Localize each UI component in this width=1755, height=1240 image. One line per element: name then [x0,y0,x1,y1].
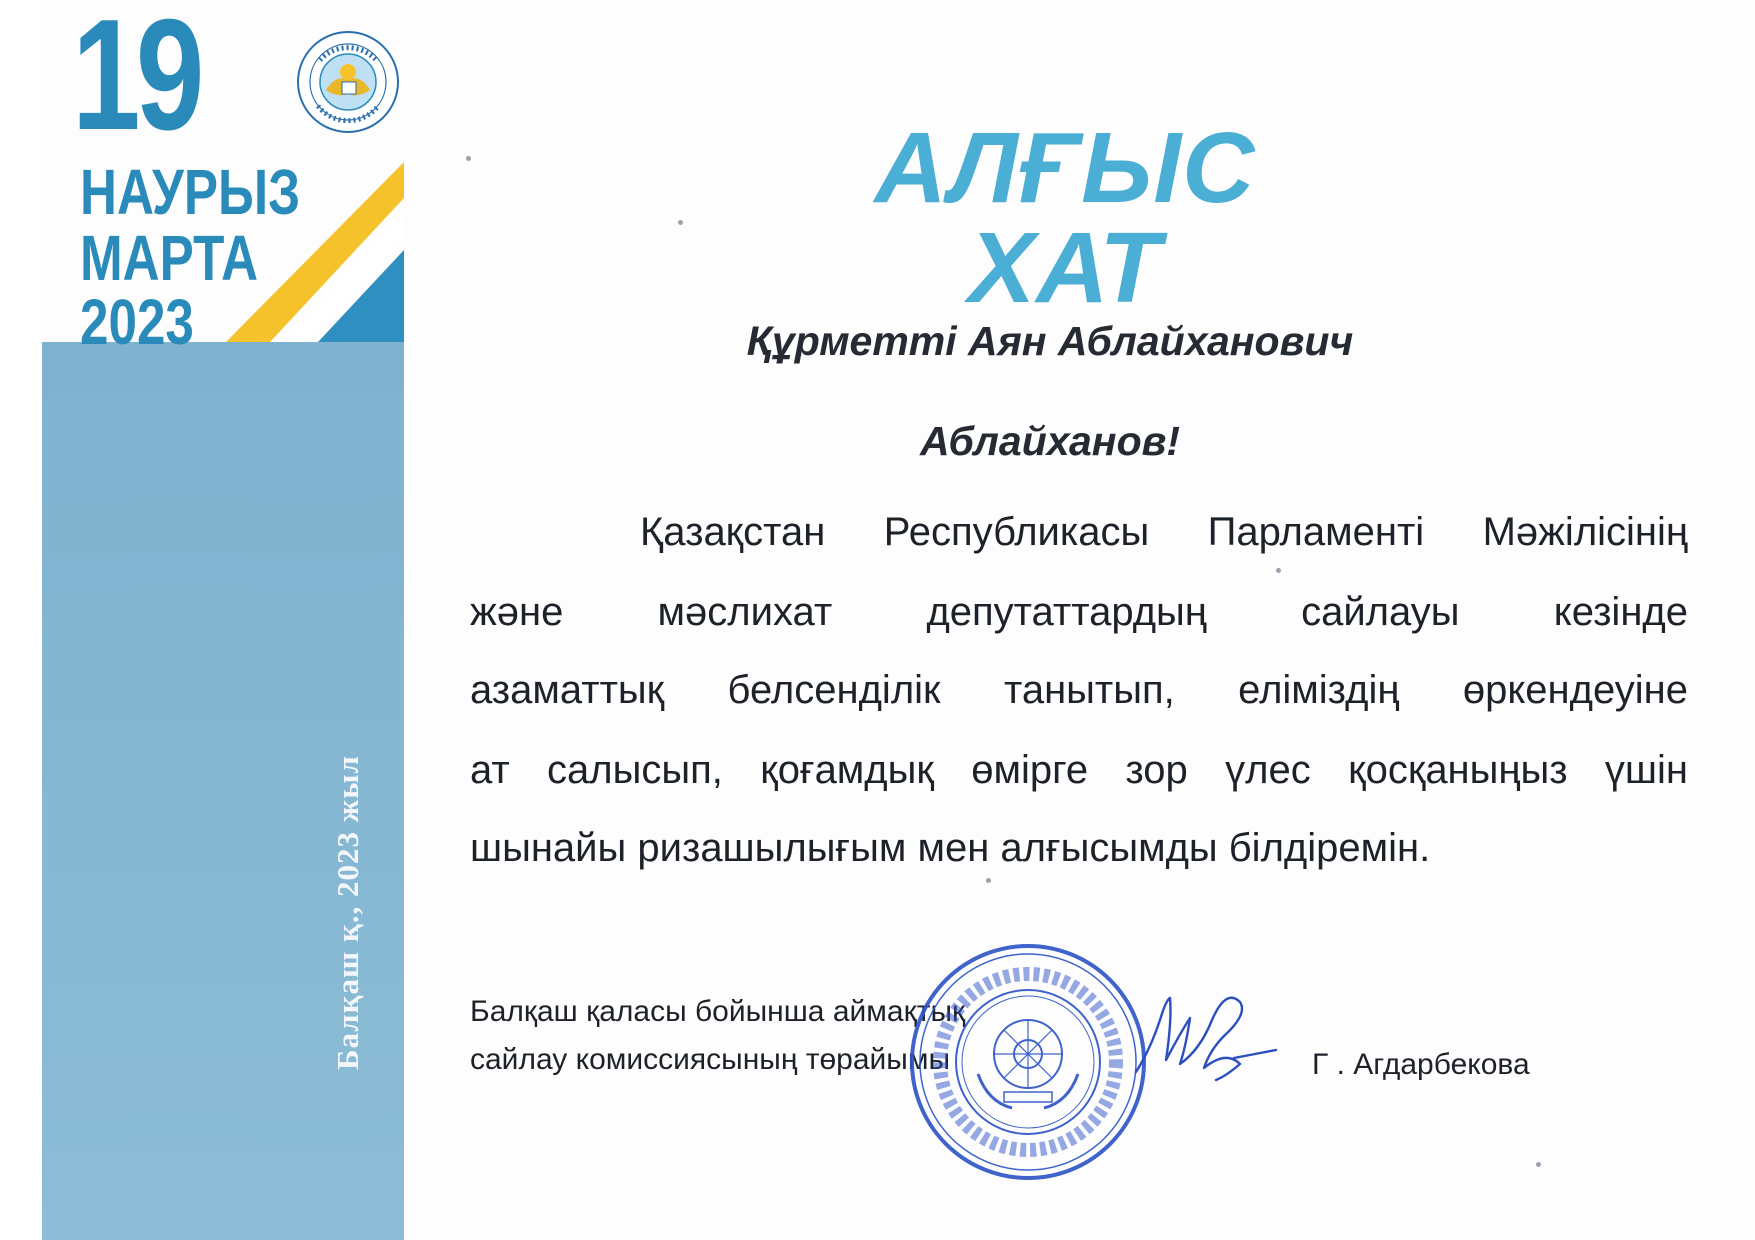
election-month-russian: МАРТА [80,222,259,294]
body-paragraph-line [470,510,1688,555]
scan-speck [1276,568,1281,573]
signer-name: Г . Агдарбекова [1312,1048,1530,1081]
election-month-kazakh: НАУРЫЗ [80,156,301,228]
signer-position-line2: сайлау комиссиясының төрайымы [470,1043,951,1076]
handwritten-signature-icon [1130,980,1280,1095]
body-paragraph-line: азаматтық белсенділік танытып, еліміздің өркендеуіне [470,668,1688,712]
salutation-name: Құрметті Аян Аблайханович [746,318,1354,364]
body-paragraph-line: және мәслихат депутаттардың сайлауы кезінде [470,590,1688,634]
city-year-caption: Балқаш қ., 2023 жыл [330,755,365,1070]
signer-position-line1: Балқаш қаласы бойынша аймақтық [470,995,966,1028]
election-year: 2023 [80,286,194,358]
salutation-surname: Аблайханов! [919,418,1181,464]
body-paragraph-line: ат салысып, қоғамдық өмірге зор үлес қосқаныңыз үшін [470,748,1688,792]
election-commission-emblem-icon [296,30,400,134]
scan-speck [678,220,683,225]
scan-speck [466,156,471,161]
letter-title: АЛҒЫС ХАТ [874,112,1256,324]
scan-speck [986,878,991,883]
official-round-stamp-icon [908,942,1148,1182]
body-paragraph-line: шынайы ризашылығым мен алғысымды білдіремін. [470,826,1431,870]
scan-speck [1536,1162,1541,1167]
election-day: 19 [72,0,200,163]
body-line-1-text: Қазақстан Республикасы Парламенті Мәжілісінің [640,510,1688,554]
election-banner [0,0,410,1240]
